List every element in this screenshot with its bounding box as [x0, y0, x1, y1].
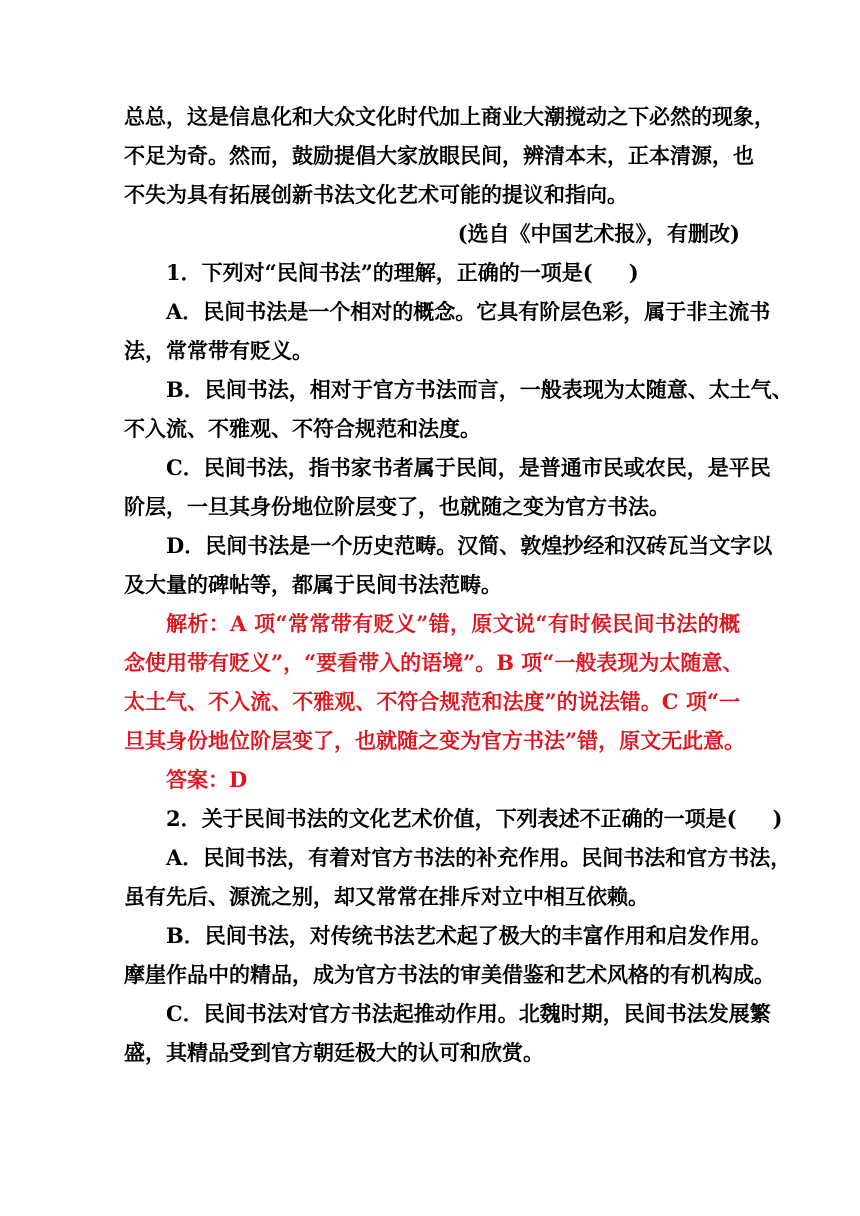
question-2-option-b: B．民间书法，对传统书法艺术起了极大的丰富作用和启发作用。 — [166, 923, 772, 948]
document-page — [124, 97, 793, 1072]
question-1-option-b-cont: 不入流、不雅观、不符合规范和法度。 — [124, 416, 481, 441]
question-1-stem — [124, 253, 740, 292]
question-2-option-c: C．民间书法对官方书法起推动作用。北魏时期，民间书法发展繁 — [166, 1001, 771, 1026]
question-1-option-a: A．民间书法是一个相对的概念。它具有阶层色彩，属于非主流书 — [166, 299, 771, 324]
question-1-analysis-cont: 旦其身份地位阶层变了，也就随之变为官方书法”错，原文无此意。 — [124, 728, 746, 753]
question-1-analysis: 解析：A 项“常常带有贬义”错，原文说“有时候民间书法的概 — [166, 611, 740, 636]
question-1-stem-close: ) — [628, 260, 639, 285]
question-2-option-b-cont: 摩崖作品中的精品，成为官方书法的审美借鉴和艺术风格的有机构成。 — [124, 962, 775, 987]
question-2-stem-text: 2．关于民间书法的文化艺术价值，下列表述不正确的一项是( — [166, 806, 737, 831]
question-1-option-b: B．民间书法，相对于官方书法而言，一般表现为太随意、太土气、 — [166, 377, 793, 402]
question-2-option-a: A．民间书法，有着对官方书法的补充作用。民间书法和官方书法， — [166, 845, 792, 870]
question-1-option-c-cont: 阶层，一旦其身份地位阶层变了，也就随之变为官方书法。 — [124, 494, 670, 519]
question-1-answer: 答案：D — [166, 767, 248, 792]
question-1-option-d: D．民间书法是一个历史范畴。汉简、敦煌抄经和汉砖瓦当文字以 — [166, 533, 773, 558]
question-1-option-a-cont: 法，常常带有贬义。 — [124, 338, 313, 363]
question-2-option-c-cont: 盛，其精品受到官方朝廷极大的认可和欣赏。 — [124, 1040, 544, 1065]
question-2-option-a-cont: 虽有先后、源流之别，却又常常在排斥对立中相互依赖。 — [124, 884, 649, 909]
passage-source: (选自《中国艺术报》，有删改) — [457, 221, 740, 246]
question-1-stem-text: 1．下列对“民间书法”的理解，正确的一项是( — [166, 260, 593, 285]
question-1-analysis-cont: 念使用带有贬义”，“要看带入的语境”。B 项“一般表现为太随意、 — [124, 650, 744, 675]
passage-line: 不足为奇。然而，鼓励提倡大家放眼民间，辨清本末，正本清源，也 — [124, 143, 754, 168]
passage-line: 总总，这是信息化和大众文化时代加上商业大潮搅动之下必然的现象， — [124, 104, 775, 129]
question-2-stem-close: ) — [772, 806, 783, 831]
question-1-option-d-cont: 及大量的碑帖等，都属于民间书法范畴。 — [124, 572, 502, 597]
passage-line: 不失为具有拓展创新书法文化艺术可能的提议和指向。 — [124, 182, 628, 207]
question-1-option-c: C．民间书法，指书家书者属于民间，是普通市民或农民，是平民 — [166, 455, 771, 480]
question-2-stem — [124, 799, 783, 838]
question-1-analysis-cont: 太土气、不入流、不雅观、不符合规范和法度”的说法错。C 项“一 — [124, 689, 740, 714]
